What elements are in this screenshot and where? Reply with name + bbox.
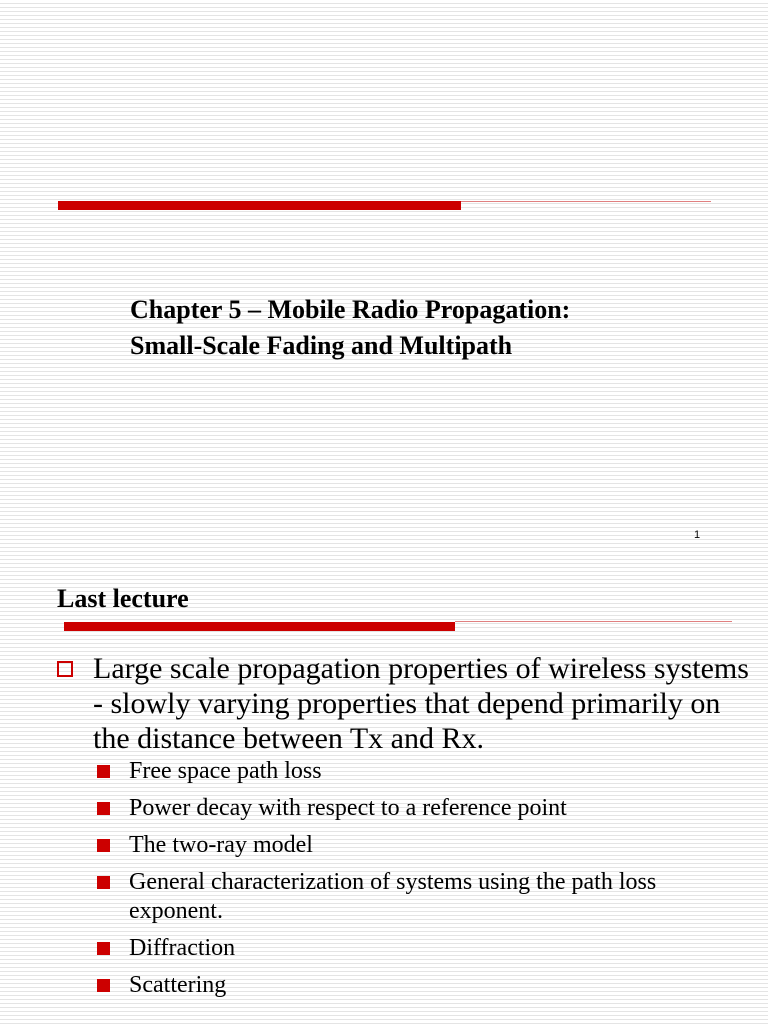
slide-title: [130, 292, 570, 364]
list-item: [97, 757, 737, 786]
slide-title-line-2: Small-Scale Fading and Multipath: [130, 331, 513, 360]
title-rule-line: [461, 201, 711, 202]
list-item: [97, 868, 737, 926]
list-item-text: Diffraction: [129, 935, 236, 961]
slide-heading: Last lecture: [57, 584, 189, 613]
filled-square-bullet-icon: [97, 942, 110, 955]
filled-square-bullet-icon: [97, 765, 110, 778]
title-accent-bar: [58, 201, 461, 210]
filled-square-bullet-icon: [97, 839, 110, 852]
list-item: [97, 831, 737, 860]
list-item-text: General characterization of systems using the path loss exponent.: [129, 869, 657, 924]
filled-square-bullet-icon: [97, 802, 110, 815]
list-item-text: Power decay with respect to a reference point: [129, 795, 567, 821]
heading-rule-line: [455, 621, 732, 622]
bullet-text: Large scale propagation properties of wireless systems - slowly varying properties that depend primarily on the distance between Tx and Rx.: [93, 652, 749, 755]
list-item: [97, 794, 737, 823]
slide-title-line-1: Chapter 5 – Mobile Radio Propagation:: [130, 295, 571, 324]
page-number: 1: [694, 529, 701, 541]
heading-accent-bar: [64, 622, 455, 631]
list-item: [97, 934, 737, 963]
sub-bullet-list: [97, 757, 737, 1008]
list-item-text: Free space path loss: [129, 758, 322, 784]
list-item-text: The two-ray model: [129, 832, 313, 858]
hollow-square-bullet-icon: [57, 661, 73, 677]
filled-square-bullet-icon: [97, 876, 110, 889]
list-item-text: Scattering: [129, 972, 227, 998]
filled-square-bullet-icon: [97, 979, 110, 992]
list-item: [97, 971, 737, 1000]
content-slide: [0, 560, 768, 1024]
